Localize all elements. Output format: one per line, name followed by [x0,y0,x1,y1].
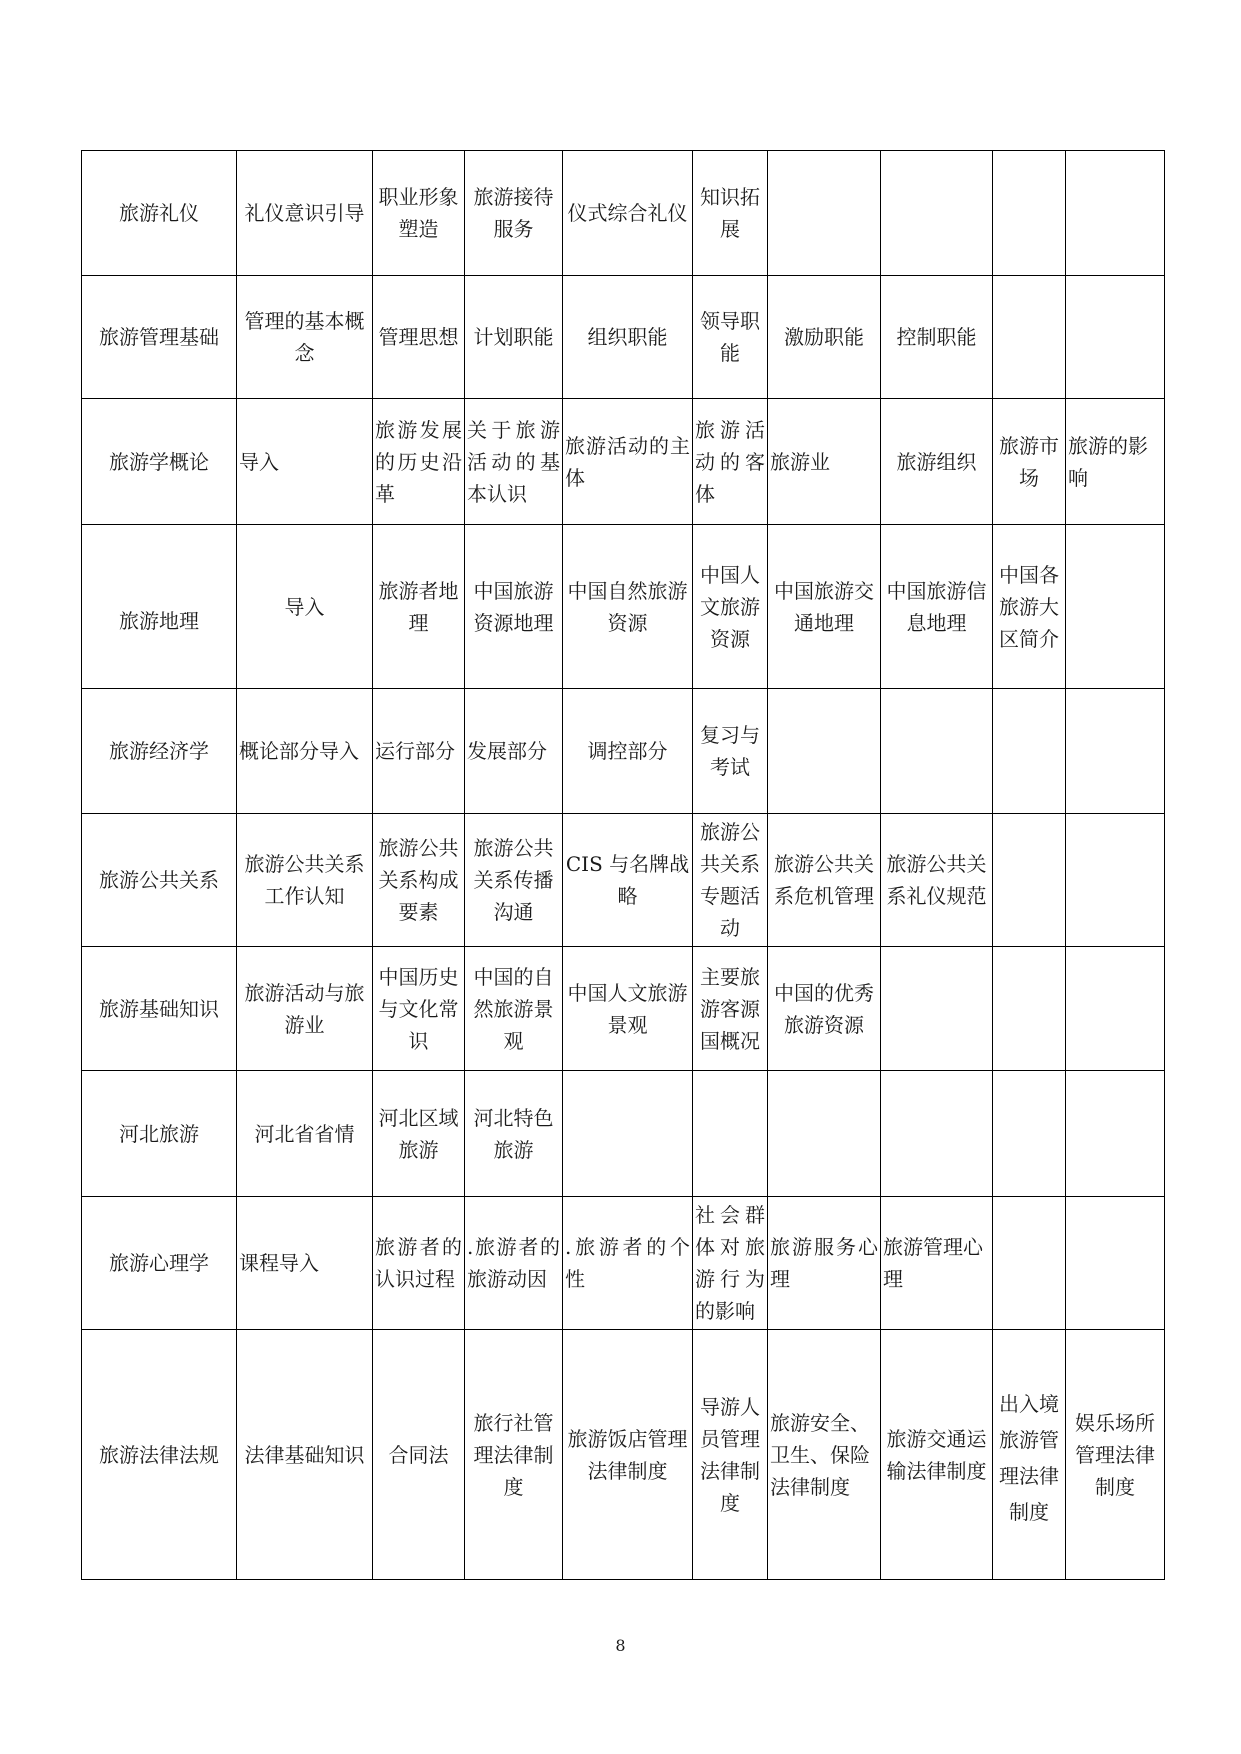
table-cell: 旅游业 [768,399,881,525]
table-cell: 旅游经济学 [82,689,237,814]
table-cell [993,689,1066,814]
table-cell: 运行部分 [373,689,465,814]
table-cell: 旅游饭店管理法律制度 [563,1330,693,1580]
table-cell: 娱乐场所管理法律制度 [1066,1330,1165,1580]
table-cell: 旅游管理心理 [881,1197,993,1330]
table-cell: 法律基础知识 [237,1330,373,1580]
table-cell: 中国的优秀旅游资源 [768,947,881,1071]
table-cell: 主要旅游客源国概况 [693,947,768,1071]
table-cell: 导游人员管理法律制度 [693,1330,768,1580]
table-cell: 组织职能 [563,276,693,399]
table-cell: 旅游管理基础 [82,276,237,399]
table-cell: 概论部分导入 [237,689,373,814]
table-cell: 知识拓展 [693,151,768,276]
table-cell: 出入境旅游管理法律制度 [993,1330,1066,1580]
table-cell [993,814,1066,947]
table-cell: 职业形象塑造 [373,151,465,276]
table-cell [1066,814,1165,947]
table-row [82,814,1165,947]
table-cell: .旅游者的旅游动因 [465,1197,563,1330]
table-cell: 关于旅游活动的基本认识 [465,399,563,525]
table-cell [1066,525,1165,689]
table-cell: 领导职能 [693,276,768,399]
table-cell [693,1071,768,1197]
course-content-table [81,150,1165,1580]
table-cell [1066,151,1165,276]
table-cell: 导入 [237,525,373,689]
table-cell: 中国自然旅游资源 [563,525,693,689]
table-cell: 社会群体对旅游行为的影响 [693,1197,768,1330]
table-cell: 复习与考试 [693,689,768,814]
table-cell: 发展部分 [465,689,563,814]
table-row [82,689,1165,814]
table-cell: 旅游活动的主体 [563,399,693,525]
table-cell [993,276,1066,399]
table-cell: 礼仪意识引导 [237,151,373,276]
table-row [82,525,1165,689]
table-row [82,1071,1165,1197]
table-row [82,399,1165,525]
table-cell: 旅游服务心理 [768,1197,881,1330]
table-cell: 旅游的影响 [1066,399,1165,525]
table-cell: 旅游安全、卫生、保险法律制度 [768,1330,881,1580]
table-cell: 控制职能 [881,276,993,399]
table-cell: 旅游者地理 [373,525,465,689]
table-row [82,1197,1165,1330]
table-cell: 中国旅游资源地理 [465,525,563,689]
table-cell [881,1071,993,1197]
table-cell: 旅游交通运输法律制度 [881,1330,993,1580]
table-cell: 调控部分 [563,689,693,814]
table-cell [881,151,993,276]
table-cell: 旅行社管理法律制度 [465,1330,563,1580]
table-cell: 旅游礼仪 [82,151,237,276]
table-cell: 旅游者的认识过程 [373,1197,465,1330]
table-cell: 中国人文旅游景观 [563,947,693,1071]
table-cell [993,151,1066,276]
table-cell: 旅游公共关系 [82,814,237,947]
table-row [82,1330,1165,1580]
table-cell: 中国的自然旅游景观 [465,947,563,1071]
table-cell [1066,947,1165,1071]
table-cell [1066,1071,1165,1197]
table-cell: 中国旅游信息地理 [881,525,993,689]
table-cell: 河北旅游 [82,1071,237,1197]
table-cell [1066,689,1165,814]
table-cell: 旅游公共关系工作认知 [237,814,373,947]
table-cell [881,947,993,1071]
table-cell: 中国人文旅游资源 [693,525,768,689]
table-cell: 旅游公共关系礼仪规范 [881,814,993,947]
table-cell: 旅游发展的历史沿革 [373,399,465,525]
table-cell [993,1197,1066,1330]
table-cell: 旅游接待服务 [465,151,563,276]
table-cell: 旅游地理 [82,525,237,689]
table-cell: 中国旅游交通地理 [768,525,881,689]
table-cell: 河北特色旅游 [465,1071,563,1197]
table-cell [1066,1197,1165,1330]
table-cell: 旅游法律法规 [82,1330,237,1580]
table-cell [1066,276,1165,399]
table-cell [881,689,993,814]
table-cell: 管理的基本概念 [237,276,373,399]
table-cell: 仪式综合礼仪 [563,151,693,276]
table-cell: 旅游市场 [993,399,1066,525]
table-cell: 导入 [237,399,373,525]
table-cell: CIS 与名牌战略 [563,814,693,947]
table-row [82,276,1165,399]
table-row [82,947,1165,1071]
table-cell: 计划职能 [465,276,563,399]
table-cell [768,151,881,276]
table-cell [768,689,881,814]
table-cell: 旅游心理学 [82,1197,237,1330]
table-cell [993,947,1066,1071]
table-cell: 课程导入 [237,1197,373,1330]
table-cell: 中国各旅游大区简介 [993,525,1066,689]
table-cell: .旅游者的个性 [563,1197,693,1330]
table-cell: 激励职能 [768,276,881,399]
table-cell: 旅游公共关系构成要素 [373,814,465,947]
table-cell: 旅游公共关系传播沟通 [465,814,563,947]
table-cell: 中国历史与文化常识 [373,947,465,1071]
table-cell [563,1071,693,1197]
table-cell: 旅游组织 [881,399,993,525]
table-cell: 河北省省情 [237,1071,373,1197]
table-cell: 河北区域旅游 [373,1071,465,1197]
table-cell: 旅游公共关系危机管理 [768,814,881,947]
table-cell: 管理思想 [373,276,465,399]
table-cell: 旅游学概论 [82,399,237,525]
table-cell [993,1071,1066,1197]
table-cell: 合同法 [373,1330,465,1580]
table-cell [768,1071,881,1197]
table-cell: 旅游活动的客体 [693,399,768,525]
page-number: 8 [615,1636,626,1655]
table-cell: 旅游活动与旅游业 [237,947,373,1071]
table-cell: 旅游基础知识 [82,947,237,1071]
table-cell: 旅游公共关系专题活动 [693,814,768,947]
table-row [82,151,1165,276]
